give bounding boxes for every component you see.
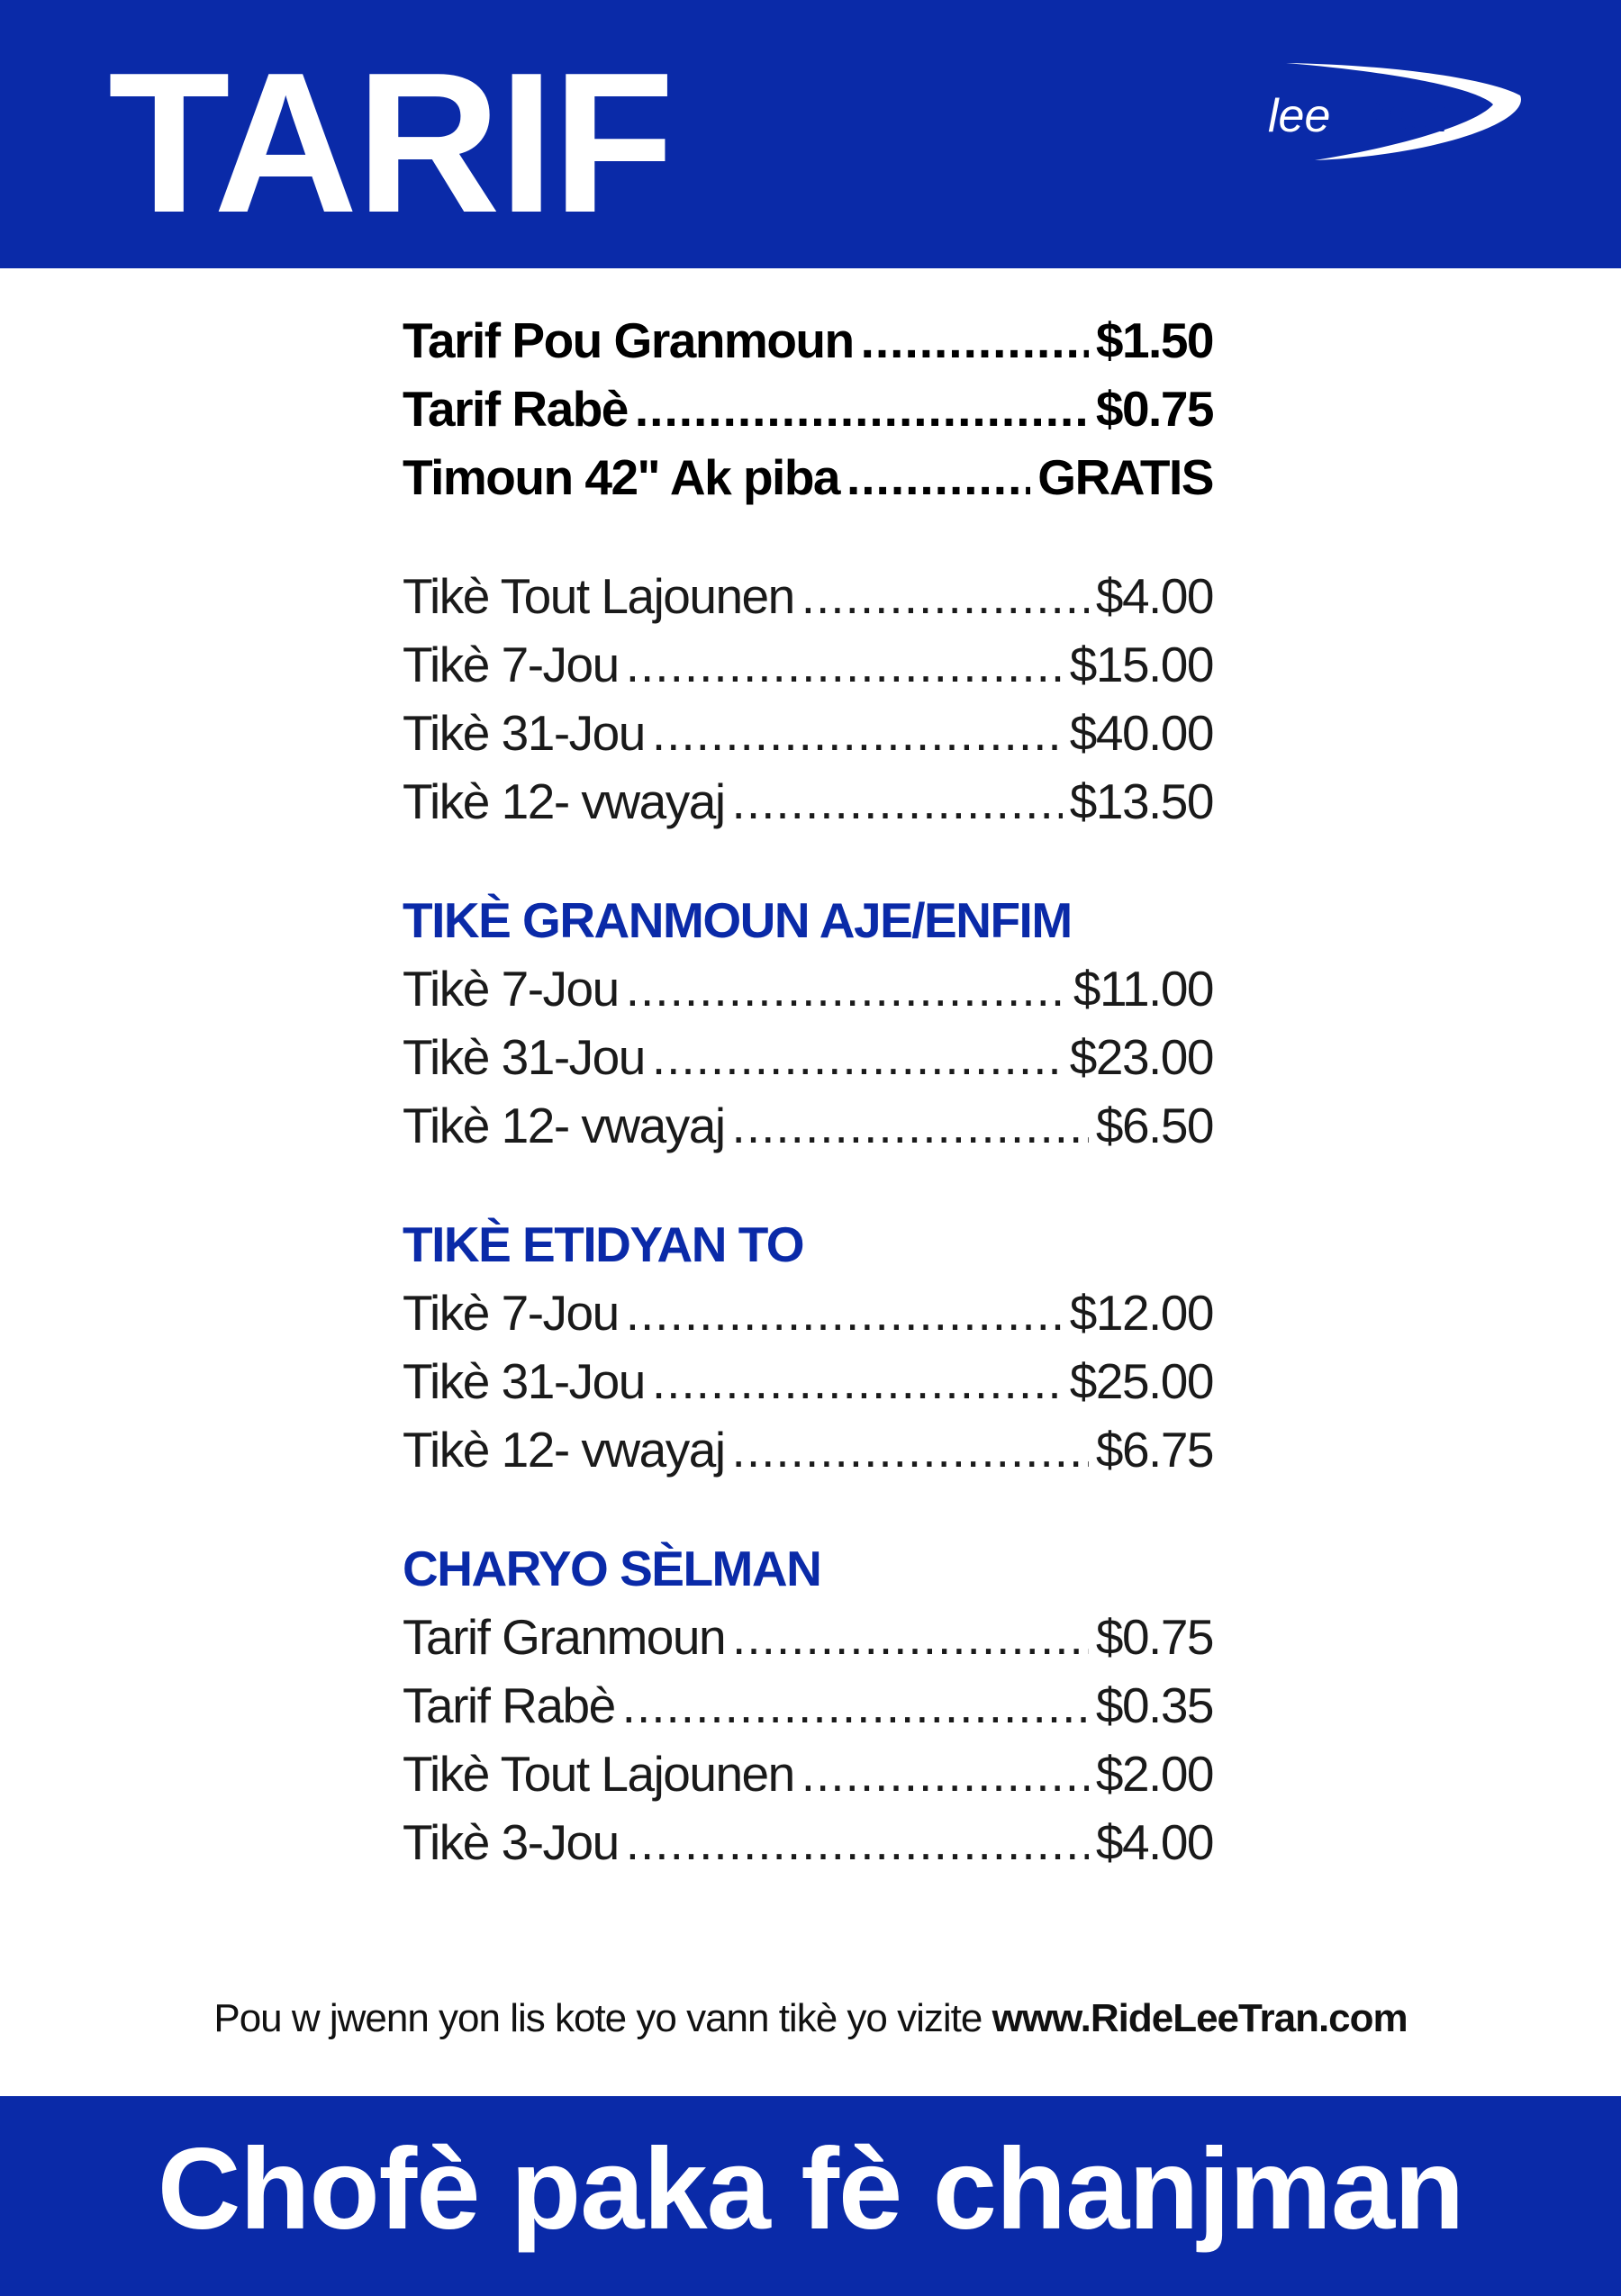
section-title: TIKÈ ETIDYAN TO bbox=[403, 1216, 804, 1272]
fare-row: Tikè 7-Jou ..... $15.00 bbox=[403, 630, 1213, 699]
student-passes bbox=[403, 1210, 1213, 1484]
base-fares bbox=[403, 306, 1213, 511]
fare-row: Tarif Rabè ..... $0.75 bbox=[403, 375, 1213, 443]
section-title: CHARYO SÈLMAN bbox=[403, 1541, 821, 1596]
footer-note-text: Pou w jwenn yon lis kote yo vann tikè yo vizite bbox=[213, 1996, 983, 2040]
section-title: TIKÈ GRANMOUN AJE/ENFIM bbox=[403, 892, 1072, 948]
fare-row: Tikè Tout Lajounen ..... $2.00 bbox=[403, 1740, 1213, 1808]
fare-row: Tikè 3-Jou ..... $4.00 bbox=[403, 1808, 1213, 1876]
fare-row: Timoun 42" Ak piba ..... GRATIS bbox=[403, 443, 1213, 511]
fare-row: Tikè 31-Jou ..... $40.00 bbox=[403, 699, 1213, 767]
fare-row: Tikè 7-Jou ..... $11.00 bbox=[403, 954, 1213, 1023]
fare-row: Tikè 12- vwayaj ..... $6.75 bbox=[403, 1415, 1213, 1484]
weekly-cart bbox=[403, 1534, 1213, 1876]
fare-table bbox=[403, 306, 1213, 1927]
fare-row: Tarif Pou Granmoun ..... $1.50 bbox=[403, 306, 1213, 375]
senior-passes bbox=[403, 886, 1213, 1160]
leetran-logo bbox=[1261, 61, 1522, 162]
fare-row: Tarif Rabè ..... $0.35 bbox=[403, 1671, 1213, 1740]
fare-row: Tikè 31-Jou ..... $25.00 bbox=[403, 1347, 1213, 1415]
fare-row: Tikè Tout Lajounen ..... $4.00 bbox=[403, 562, 1213, 630]
website-link[interactable]: www.RideLeeTran.com bbox=[992, 1996, 1408, 2040]
footer-note bbox=[0, 1992, 1621, 2046]
passes bbox=[403, 562, 1213, 836]
footer-banner: Chofè paka fè chanjman bbox=[157, 2125, 1464, 2254]
fare-row: Tarif Granmoun ..... $0.75 bbox=[403, 1603, 1213, 1671]
fare-row: Tikè 12- vwayaj ..... $13.50 bbox=[403, 767, 1213, 836]
fare-row: Tikè 12- vwayaj ..... $6.50 bbox=[403, 1091, 1213, 1160]
logo-text-tran: tran bbox=[1369, 90, 1450, 142]
fare-row: Tikè 31-Jou ..... $23.00 bbox=[403, 1023, 1213, 1091]
page-title: TARIF bbox=[108, 32, 674, 255]
logo-text-lee: lee bbox=[1268, 90, 1331, 142]
fare-row: Tikè 7-Jou ..... $12.00 bbox=[403, 1279, 1213, 1347]
